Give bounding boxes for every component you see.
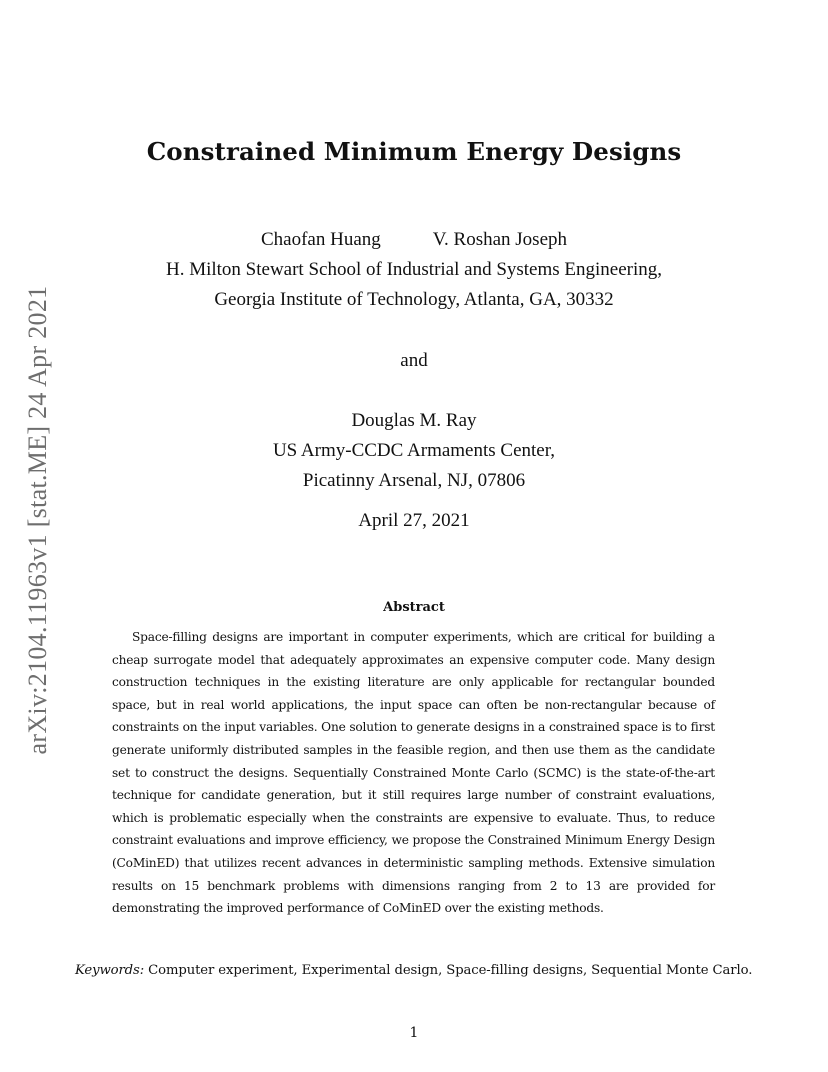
- affiliation-line: US Army-CCDC Armaments Center,: [272, 440, 556, 461]
- keywords-text: Computer experiment, Experimental design, Space-filling designs, Sequential Monte Carlo.: [148, 963, 753, 978]
- keywords-label: Keywords:: [75, 963, 145, 978]
- author-name: Douglas M. Ray: [351, 410, 477, 431]
- arxiv-identifier: arXiv:2104.11963v1 [stat.ME] 24 Apr 2021: [23, 285, 52, 755]
- keywords: [75, 958, 755, 983]
- author-list: [0, 229, 828, 251]
- abstract-heading: Abstract: [383, 600, 445, 615]
- author-name: V. Roshan Joseph: [432, 229, 568, 250]
- paper-title: Constrained Minimum Energy Designs: [146, 137, 682, 166]
- author-conjunction: and: [400, 350, 428, 371]
- page-number: 1: [409, 1025, 419, 1041]
- author-name: Chaofan Huang: [260, 229, 381, 250]
- paper-date: April 27, 2021: [358, 510, 470, 531]
- abstract-text: Space-filling designs are important in computer experiments, which are critical for building a cheap surrogate model that adequately approximates an expensive computer code. Many design construction techniques in the existing literature are only applicable for rectangular bounded space, but in real world applications, the input space can often be non-rectangular because of constraints on the input variables. One solution to generate designs in a constrained space is to first generate uniformly distributed samples in the feasible region, and then use them as the candidate set to construct the designs. Sequentially Constrained Monte Carlo (SCMC) is the state-of-the-art technique for candidate generation, but it still requires large number of constraint evaluations, which is problematic especially when the constraints are expensive to evaluate. Thus, to reduce constraint evaluations and improve efficiency, we propose the Constrained Minimum Energy Design (CoMinED) that utilizes recent advances in deterministic sampling methods. Extensive simulation results on 15 benchmark problems with dimensions ranging from 2 to 13 are provided for demonstrating the improved performance of CoMinED over the existing methods.: [112, 630, 715, 916]
- affiliation-line: H. Milton Stewart School of Industrial and Systems Engineering,: [165, 259, 663, 280]
- affiliation-line: Georgia Institute of Technology, Atlanta, GA, 30332: [214, 289, 614, 310]
- affiliation-line: Picatinny Arsenal, NJ, 07806: [302, 470, 526, 491]
